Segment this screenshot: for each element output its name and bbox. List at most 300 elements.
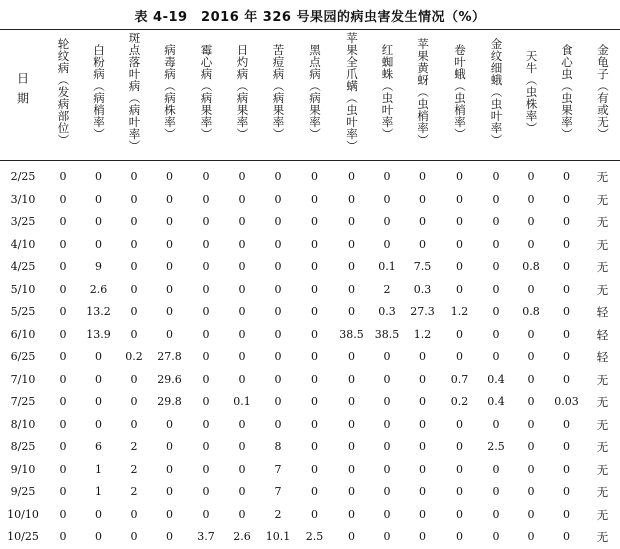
value-cell: 0: [238, 305, 246, 318]
value-cell: 0: [563, 507, 570, 521]
value-cell: 0: [563, 237, 570, 251]
column-header-label: 斑点落叶病（病叶率）: [127, 32, 142, 152]
value-cell: 0: [202, 170, 210, 183]
value-cell: 0: [238, 507, 246, 521]
value-cell: 0: [238, 350, 246, 363]
value-cell: 0.1: [233, 395, 251, 408]
value-cell: 0: [166, 215, 173, 228]
value-cell: 0.1: [378, 260, 396, 273]
value-cell: 0.3: [378, 305, 396, 318]
value-cell: 8: [274, 440, 282, 453]
value-cell: 0: [492, 215, 500, 228]
value-cell: 0: [492, 530, 500, 543]
value-cell: 无: [596, 215, 609, 229]
value-cell: 0.3: [413, 282, 432, 296]
value-cell: 0: [130, 395, 138, 408]
value-cell: 0: [202, 485, 210, 498]
value-cell: 0: [95, 417, 102, 431]
value-cell: 0: [95, 215, 102, 228]
column-header: [117, 30, 151, 158]
value-cell: 0: [311, 237, 318, 251]
value-cell: 0.4: [487, 372, 505, 386]
value-cell: 0: [202, 507, 210, 521]
value-cell: 0: [527, 282, 535, 296]
value-cell: 0: [238, 327, 246, 341]
value-cell: 0: [419, 192, 426, 206]
value-cell: 0: [274, 327, 282, 341]
date-cell: 3/10: [10, 192, 36, 206]
value-cell: 0: [527, 485, 535, 498]
value-cell: 0: [95, 507, 102, 521]
value-cell: 0: [456, 507, 463, 521]
value-cell: 0: [383, 395, 391, 408]
value-cell: 0: [59, 282, 67, 296]
table-row: [0, 301, 620, 324]
value-cell: 0: [563, 260, 570, 273]
value-cell: 0: [348, 440, 355, 453]
value-cell: 0: [527, 417, 535, 431]
value-cell: 无: [596, 192, 609, 207]
value-cell: 0: [59, 417, 67, 431]
value-cell: 0: [456, 440, 463, 453]
value-cell: 0: [527, 372, 535, 386]
date-cell: 7/10: [10, 372, 36, 386]
value-cell: 0: [348, 282, 355, 296]
column-header: [46, 30, 80, 158]
value-cell: 2.6: [89, 282, 108, 296]
value-cell: 0: [238, 440, 246, 453]
value-cell: 0: [563, 192, 570, 206]
value-cell: 0: [348, 485, 355, 498]
value-cell: 0: [274, 215, 282, 228]
value-cell: 0: [311, 440, 318, 453]
column-header-label: 苹果黄蚜（虫梢率）: [416, 38, 430, 146]
value-cell: 0: [348, 395, 355, 408]
value-cell: 无: [596, 260, 609, 274]
value-cell: 0: [527, 237, 535, 251]
value-cell: 0: [59, 462, 67, 476]
value-cell: 0: [492, 260, 500, 273]
value-cell: 无: [596, 507, 609, 522]
value-cell: 0: [274, 260, 282, 273]
value-cell: 0: [563, 170, 570, 183]
table-title: 表 4-19 2016 年 326 号果园的病虫害发生情况（%）: [134, 10, 486, 25]
value-cell: 0: [419, 237, 426, 251]
value-cell: 0: [59, 260, 67, 273]
column-header: [151, 30, 188, 158]
column-header: [188, 30, 224, 158]
value-cell: 9: [95, 260, 102, 273]
value-cell: 0: [311, 192, 318, 206]
value-cell: 0: [419, 507, 426, 521]
value-cell: 0: [202, 305, 210, 318]
value-cell: 0: [311, 282, 318, 296]
value-cell: 0: [527, 215, 535, 228]
value-cell: 0: [456, 530, 463, 543]
column-header-label: 金龟子（有或无）: [596, 44, 610, 140]
value-cell: 0: [166, 440, 173, 453]
value-cell: 0: [238, 485, 246, 498]
value-cell: 0: [563, 305, 570, 318]
value-cell: 2: [274, 507, 282, 521]
value-cell: 0: [238, 417, 246, 431]
value-cell: 0: [527, 350, 535, 363]
value-cell: 0: [238, 170, 246, 183]
value-cell: 0: [456, 215, 463, 228]
date-cell: 2/25: [10, 170, 36, 183]
value-cell: 0: [419, 215, 426, 228]
value-cell: 0: [563, 372, 570, 386]
value-cell: 0: [348, 530, 355, 543]
value-cell: 0: [238, 260, 246, 273]
value-cell: 无: [596, 462, 609, 477]
value-cell: 0: [492, 192, 500, 206]
value-cell: 0: [59, 395, 67, 408]
value-cell: 0: [563, 485, 570, 498]
value-cell: 0: [456, 192, 463, 206]
value-cell: 0: [95, 237, 102, 251]
date-cell: 6/25: [10, 350, 36, 363]
column-header: [404, 30, 441, 158]
value-cell: 0: [311, 260, 318, 273]
value-cell: 0: [59, 530, 67, 543]
value-cell: 0: [95, 192, 102, 206]
date-cell: 10/25: [7, 530, 39, 543]
column-header: [370, 30, 404, 158]
value-cell: 0: [59, 305, 67, 318]
value-cell: 6: [95, 440, 102, 453]
value-cell: 0: [202, 395, 210, 408]
value-cell: 0: [202, 417, 210, 431]
column-header: [224, 30, 260, 158]
value-cell: 0: [527, 440, 535, 453]
value-cell: 13.2: [86, 305, 111, 318]
value-cell: 0: [202, 372, 210, 386]
value-cell: 0: [311, 395, 318, 408]
column-header-label: 苦痘病（病果率）: [271, 44, 286, 140]
value-cell: 10.1: [265, 530, 291, 543]
value-cell: 0: [419, 440, 426, 453]
value-cell: 0: [202, 327, 210, 341]
value-cell: 0: [419, 462, 426, 476]
value-cell: 38.5: [339, 327, 364, 341]
value-cell: 0: [130, 170, 138, 183]
value-cell: 0: [563, 440, 570, 453]
value-cell: 0: [348, 192, 355, 206]
value-cell: 0: [95, 372, 102, 386]
value-cell: 0: [95, 530, 102, 543]
value-cell: 0: [166, 282, 173, 296]
column-header-label: 病毒病（病株率）: [163, 44, 177, 140]
value-cell: 7.5: [413, 260, 432, 273]
value-cell: 轻: [596, 350, 609, 364]
value-cell: 0: [166, 530, 173, 543]
value-cell: 0: [383, 485, 391, 498]
value-cell: 0: [166, 192, 173, 206]
value-cell: 1: [95, 485, 102, 498]
value-cell: 0: [202, 282, 210, 296]
value-cell: 0: [238, 462, 246, 476]
date-cell: 5/10: [10, 282, 36, 296]
value-cell: 0: [563, 282, 570, 296]
value-cell: 0: [59, 215, 67, 228]
value-cell: 0: [311, 350, 318, 363]
column-header-label: 白粉病（病梢率）: [92, 44, 106, 140]
value-cell: 0: [59, 170, 67, 183]
table-row: [0, 279, 620, 302]
value-cell: 0: [419, 372, 426, 386]
table-row: [0, 526, 620, 549]
value-cell: 0: [311, 485, 318, 498]
value-cell: 0: [59, 485, 67, 498]
value-cell: 0: [130, 260, 138, 273]
value-cell: 无: [596, 372, 609, 387]
date-cell: 7/25: [10, 395, 36, 408]
value-cell: 0: [166, 507, 173, 521]
value-cell: 0: [419, 417, 426, 431]
value-cell: 0: [202, 237, 210, 251]
value-cell: 0: [348, 260, 355, 273]
value-cell: 0: [492, 327, 500, 341]
value-cell: 0: [527, 192, 535, 206]
column-header-label: 黑点病（病果率）: [308, 44, 322, 140]
value-cell: 29.8: [157, 395, 182, 408]
column-header-label: 食心虫（虫果率）: [560, 44, 574, 140]
value-cell: 0: [456, 350, 463, 363]
column-header-label: 日灼病（病果率）: [235, 44, 250, 140]
value-cell: 0: [456, 485, 463, 498]
value-cell: 2: [130, 440, 138, 453]
value-cell: 0: [130, 372, 138, 386]
value-cell: 0: [202, 440, 210, 453]
column-header: [333, 30, 370, 158]
value-cell: 无: [596, 395, 609, 409]
value-cell: 0.8: [522, 260, 540, 273]
value-cell: 0: [238, 215, 246, 228]
value-cell: 无: [596, 485, 609, 499]
value-cell: 0: [383, 192, 391, 206]
value-cell: 0: [202, 462, 210, 476]
value-cell: 0: [348, 507, 355, 521]
table-row: [0, 346, 620, 369]
table-row: [0, 369, 620, 392]
column-header-date-label: 日期: [15, 72, 30, 112]
value-cell: 0: [348, 170, 355, 183]
value-cell: 无: [596, 530, 609, 544]
value-cell: 0: [348, 462, 355, 476]
date-cell: 9/25: [10, 485, 36, 498]
value-cell: 1.2: [413, 327, 432, 341]
table-row: [0, 256, 620, 279]
value-cell: 0.03: [554, 395, 579, 408]
value-cell: 轻: [596, 305, 609, 319]
value-cell: 0: [492, 170, 500, 183]
column-header-label: 金纹细蛾（虫叶率）: [489, 38, 504, 146]
value-cell: 0: [166, 417, 173, 431]
table-row: [0, 189, 620, 212]
date-cell: 6/10: [10, 327, 36, 341]
value-cell: 0: [383, 462, 391, 476]
column-header-label: 苹果全爪螨（虫叶率）: [345, 32, 359, 152]
value-cell: 0: [59, 440, 67, 453]
value-cell: 0: [274, 282, 282, 296]
table-header: [0, 30, 620, 158]
table-row: [0, 234, 620, 257]
value-cell: 0: [492, 350, 500, 363]
value-cell: 0: [527, 170, 535, 183]
value-cell: 0: [130, 530, 138, 543]
value-cell: 0.2: [450, 395, 469, 408]
value-cell: 0: [456, 260, 463, 273]
pest-table: [0, 30, 620, 549]
value-cell: 0: [130, 282, 138, 296]
value-cell: 0: [166, 327, 173, 341]
value-cell: 0: [59, 372, 67, 386]
value-cell: 轻: [596, 327, 609, 342]
value-cell: 0: [527, 462, 535, 476]
value-cell: 0: [274, 417, 282, 431]
column-header-date: [0, 30, 46, 158]
value-cell: 0: [419, 350, 426, 363]
value-cell: 0: [419, 395, 426, 408]
value-cell: 0: [348, 305, 355, 318]
column-header: [441, 30, 478, 158]
value-cell: 0: [95, 350, 102, 363]
value-cell: 29.6: [157, 372, 182, 386]
value-cell: 0: [274, 395, 282, 408]
value-cell: 0: [311, 215, 318, 228]
value-cell: 无: [596, 237, 609, 252]
date-cell: 4/25: [10, 260, 36, 273]
value-cell: 3.7: [197, 530, 215, 543]
value-cell: 0: [202, 215, 210, 228]
column-header-label: 轮纹病（发病部位）: [56, 38, 71, 146]
value-cell: 0: [383, 372, 391, 386]
value-cell: 0: [130, 417, 138, 431]
value-cell: 0: [348, 350, 355, 363]
value-cell: 0: [311, 507, 318, 521]
value-cell: 0: [166, 237, 173, 251]
value-cell: 0: [238, 372, 246, 386]
value-cell: 0: [166, 170, 173, 183]
column-header-label: 卷叶蛾（虫梢率）: [453, 44, 467, 140]
table-row: [0, 414, 620, 437]
value-cell: 0: [383, 170, 391, 183]
table-row: [0, 436, 620, 459]
value-cell: 0: [563, 417, 570, 431]
column-header: [585, 30, 620, 158]
value-cell: 13.9: [86, 327, 111, 341]
value-cell: 2: [130, 485, 138, 498]
value-cell: 0: [563, 327, 570, 341]
column-header-label: 红蜘蛛（虫叶率）: [380, 44, 395, 140]
value-cell: 0: [130, 215, 138, 228]
value-cell: 0: [456, 462, 463, 476]
value-cell: 0: [238, 192, 246, 206]
value-cell: 0: [348, 215, 355, 228]
value-cell: 0: [59, 192, 67, 206]
column-header: [296, 30, 333, 158]
table-row: [0, 504, 620, 527]
value-cell: 0: [130, 327, 138, 341]
value-cell: 2.5: [487, 440, 505, 453]
value-cell: 38.5: [374, 327, 400, 341]
value-cell: 27.8: [157, 350, 182, 363]
value-cell: 0: [59, 350, 67, 363]
value-cell: 0: [383, 417, 391, 431]
value-cell: 0.8: [522, 305, 540, 318]
value-cell: 0: [59, 507, 67, 521]
value-cell: 27.3: [410, 305, 435, 318]
value-cell: 0: [492, 507, 500, 521]
column-header: [514, 30, 548, 158]
value-cell: 0: [563, 215, 570, 228]
value-cell: 0: [456, 237, 463, 251]
date-cell: 3/25: [10, 215, 36, 228]
value-cell: 无: [596, 417, 609, 432]
value-cell: 0: [95, 395, 102, 408]
value-cell: 0: [563, 462, 570, 476]
value-cell: 0: [311, 417, 318, 431]
value-cell: 0: [130, 305, 138, 318]
value-cell: 0: [348, 237, 355, 251]
table-row: [0, 459, 620, 482]
value-cell: 0: [202, 192, 210, 206]
column-header: [548, 30, 585, 158]
value-cell: 2: [130, 462, 138, 476]
value-cell: 0: [130, 507, 138, 521]
value-cell: 0: [166, 485, 173, 498]
value-cell: 0: [456, 417, 463, 431]
value-cell: 0: [274, 372, 282, 386]
table-row: [0, 324, 620, 347]
column-header: [478, 30, 514, 158]
table-row: [0, 158, 620, 189]
column-header-label: 霉心病（病果率）: [199, 44, 214, 140]
table-row: [0, 391, 620, 414]
value-cell: 0: [527, 507, 535, 521]
value-cell: 0: [527, 530, 535, 543]
value-cell: 0: [492, 462, 500, 476]
value-cell: 0: [311, 170, 318, 183]
value-cell: 0: [383, 215, 391, 228]
value-cell: 0: [563, 530, 570, 543]
value-cell: 0: [202, 260, 210, 273]
value-cell: 0: [95, 170, 102, 183]
date-cell: 4/10: [10, 237, 36, 251]
date-cell: 5/25: [10, 305, 36, 318]
value-cell: 0: [419, 485, 426, 498]
value-cell: 0: [274, 237, 282, 251]
column-header-label: 天牛（虫株率）: [524, 50, 539, 134]
value-cell: 0: [130, 192, 138, 206]
value-cell: 0: [274, 350, 282, 363]
value-cell: 0: [274, 170, 282, 183]
value-cell: 0: [166, 305, 173, 318]
value-cell: 0: [419, 170, 426, 183]
table-body: [0, 158, 620, 549]
value-cell: 7: [274, 485, 282, 498]
value-cell: 0: [492, 305, 500, 318]
value-cell: 0: [311, 305, 318, 318]
value-cell: 0: [419, 530, 426, 543]
table-row: [0, 481, 620, 504]
value-cell: 0: [527, 395, 535, 408]
value-cell: 0.7: [450, 372, 469, 386]
column-header: [260, 30, 296, 158]
date-cell: 8/10: [10, 417, 36, 431]
value-cell: 2: [383, 282, 391, 296]
